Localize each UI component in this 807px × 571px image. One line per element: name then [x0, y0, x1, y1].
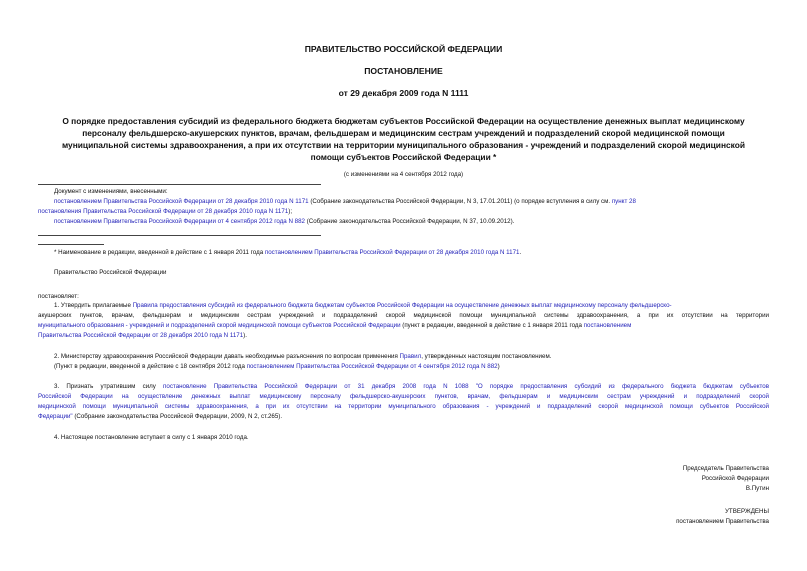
amendment-date-note: (с изменениями на 4 сентября 2012 года)	[343, 171, 464, 178]
signature-block	[469, 464, 769, 494]
resolution-882-link[interactable]: постановлением Правительства Российской Федерации от 4 сентября 2012 года N 882	[246, 363, 498, 370]
title-line: персоналу фельдшерско-акушерских пунктов, врачам, фельдшерам и медицинским сестрам учреждений и подразделений скорой медицинской помощи	[82, 128, 725, 138]
resolution-1171-link[interactable]: постановления Правительства Российской Федерации от 28 декабря 2010 года N 1171	[38, 208, 289, 215]
paragraph-text: (Пункт в редакции, введенной в действие с 18 сентября 2012 года	[54, 363, 247, 370]
amendment-text: );	[288, 208, 293, 215]
paragraph-line	[38, 412, 769, 422]
resolution-1088-link-continued[interactable]: Российской Федерации на осуществление денежных выплат медицинскому персоналу фельдшерско-акушерских пунктов, врачам, фельдшерам и медицинским сестрам учреждений и подразделений скорой	[38, 393, 769, 400]
paragraph-3	[38, 382, 769, 422]
footnote-text: * Наименование в редакции, введенной в действие с 1 января 2011 года	[54, 249, 265, 256]
amendment-link-882[interactable]: постановлением Правительства Российской Федерации от 4 сентября 2012 года N 882	[54, 218, 305, 225]
resolution-link[interactable]: постановлением	[583, 322, 632, 329]
approval-block	[469, 507, 769, 527]
resolution-1171-link[interactable]: Правительства Российской Федерации от 28 декабря 2010 года N 1171	[38, 332, 244, 339]
rules-short-link[interactable]: Правил	[399, 353, 422, 360]
government-heading: ПРАВИТЕЛЬСТВО РОССИЙСКОЙ ФЕДЕРАЦИИ	[304, 44, 503, 54]
document-title	[38, 115, 769, 163]
amendment-item	[54, 197, 770, 207]
paragraph-note	[54, 362, 770, 372]
paragraph-text: (пункт в редакции, введенной в действие с 1 января 2011 года	[400, 322, 584, 329]
paragraph-text: , утвержденных настоящим постановлением.	[421, 353, 552, 360]
paragraph-2	[54, 352, 770, 372]
paragraph-text: 1. Утвердить прилагаемые	[54, 302, 133, 309]
paragraph-line	[38, 331, 769, 341]
footnote-end: .	[519, 249, 522, 256]
signature-title: Председатель Правительства	[682, 465, 769, 472]
signature-title: Российской Федерации	[701, 475, 769, 482]
clause-28-link[interactable]: пункт 28	[611, 198, 636, 205]
paragraph-text: ).	[243, 332, 247, 339]
title-line: О порядке предоставления субсидий из федерального бюджета бюджетам субъектов Российской Федерации на осуществление денежных выплат медицинскому	[62, 116, 745, 126]
paragraph-1	[38, 301, 769, 341]
amendment-item	[54, 217, 770, 227]
divider	[38, 235, 321, 236]
amendments-block	[38, 187, 770, 227]
paragraph-line	[38, 382, 769, 392]
footnote	[54, 248, 770, 258]
resolves-label: постановляет:	[38, 293, 79, 300]
paragraph-line	[38, 392, 769, 402]
paragraph-text: 3. Признать утратившим силу	[54, 383, 164, 390]
footnote-link-1171[interactable]: постановлением Правительства Российской Федерации от 28 декабря 2010 года N 1171	[264, 249, 520, 256]
rules-link[interactable]: Правила предоставления субсидий из федерального бюджета бюджетам субъектов Российской Федерации на осуществление денежных выплат медицинскому персоналу фельдшерско-	[132, 302, 672, 309]
paragraph-line	[38, 321, 769, 331]
signatory-name: В.Путин	[745, 485, 769, 492]
amendment-text: (Собрание законодательства Российской Федерации, N 3, 17.01.2011) (о порядке вступления в силу см.	[308, 198, 612, 205]
document-type-heading: ПОСТАНОВЛЕНИЕ	[364, 66, 443, 76]
resolution-1088-link-end[interactable]: Федерации"	[38, 413, 73, 420]
rules-link-continued[interactable]: муниципального образования - учреждений и подразделений скорой медицинской помощи субъектов Российской Федерации	[38, 322, 401, 329]
title-line: помощи субъектов Российской Федерации *	[310, 152, 497, 162]
paragraph-text: 2. Министерству здравоохранения Российской Федерации давать необходимые разъяснения по вопросам применения	[54, 353, 400, 360]
paragraph-4: 4. Настоящее постановление вступает в силу с 1 января 2010 года.	[54, 434, 249, 441]
divider	[38, 184, 321, 185]
resolution-1088-link-continued[interactable]: медицинской помощи муниципальной системы здравоохранения, а при их отсутствии на территории муниципального образования - учреждений и подразделений скорой медицинской помощи субъектов Российской	[38, 403, 769, 410]
footnote-divider	[38, 244, 104, 245]
amendment-link-1171[interactable]: постановлением Правительства Российской Федерации от 28 декабря 2010 года N 1171	[54, 198, 309, 205]
issuing-body: Правительство Российской Федерации	[54, 269, 167, 276]
document-date-number: от 29 декабря 2009 года N 1111	[338, 88, 469, 98]
approved-by: постановлением Правительства	[676, 518, 769, 525]
amendment-text: (Собрание законодательства Российской Федерации, N 37, 10.09.2012).	[304, 218, 515, 225]
title-line: муниципальной системы здравоохранения, а при их отсутствии на территории муниципального образования - учреждений и подразделений скорой медицинской	[61, 140, 746, 150]
amendment-item-continued	[38, 207, 770, 217]
paragraph-line	[38, 301, 769, 311]
paragraph-line	[54, 352, 770, 362]
paragraph-text: (Собрание законодательства Российской Федерации, 2009, N 2, ст.265).	[72, 413, 283, 420]
paragraph-text: )	[497, 363, 500, 370]
resolution-1088-link[interactable]: постановление Правительства Российской Федерации от 31 декабря 2008 года N 1088 "О порядке предоставления субсидий из федерального бюджета бюджетам субъектов	[163, 383, 769, 390]
paragraph-line: акушерских пунктов, врачам, фельдшерам и медицинским сестрам учреждений и подразделений скорой медицинской помощи муниципальной системы здравоохранения, а при их отсутствии на территории	[38, 312, 769, 319]
paragraph-line	[38, 402, 769, 412]
amendments-intro: Документ с изменениями, внесенными:	[54, 188, 168, 195]
approved-label: УТВЕРЖДЕНЫ	[725, 508, 769, 515]
